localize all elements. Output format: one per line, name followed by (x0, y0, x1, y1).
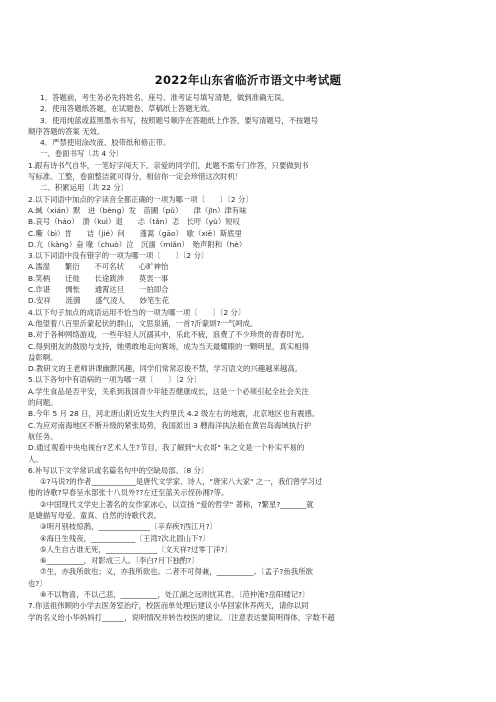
text-line: 1.跟有诗书气自华，一笔好字闯天下。亲爱的同学们，此题不需专门作答，只要做到书 (28, 160, 309, 170)
text-line: 2.以下词语中加点的字读音全都正确的一项为哪一项〔 〕〔2 分〕 (28, 194, 253, 204)
text-line: ⑥__________，对影成三人。〔李白?月下独酌?〕 (40, 556, 199, 566)
text-line: 的问题。 (28, 398, 58, 408)
text-line: A.缄（xián）默 迸（bèng）发 苗圃（pǔ） 津（jīn）津有味 (28, 205, 247, 215)
text-line: 1．答题前，考生务必先将姓名、座号、准考证号填写清楚，做到准确无误。 (40, 93, 289, 102)
text-line: 4．严禁使用涂改液、胶带纸和修正带。 (40, 138, 171, 148)
text-line: B.笑柄 迁徙 长途跋涉 莫衷一事 (28, 273, 169, 283)
text-line: 是婕描写母爱、童真、自然的诗歌代表。 (28, 510, 162, 520)
text-line: B.今年 5 月 28 日，河北唐山附近发生大约里氏 4.2 级左右的地震，北京地区也有震感。 (28, 409, 320, 419)
text-line: 顺序答题的答案 无效。 (28, 126, 105, 136)
text-line: ⑦生，亦我所欲也；义，亦我所欲也。二者不可得兼，__________。〔孟子?鱼我所欲 (40, 567, 313, 577)
text-line: 3.以下词语中没有错字的一项为哪一项〔 〕〔2 分〕 (28, 251, 209, 261)
text-line: D.教研文的王老师讲课幽默风趣，同学们常常忍俊不禁，学习语文的兴趣越来越高。 (28, 364, 303, 374)
text-line: 7.你送祖伟顾的小学去医务室治疗，校医而单处理后建议小华回家休养两天，请你以同 (28, 601, 309, 611)
text-line: D.亢（kàng）奋 喙（chuò）泣 沉湎（miǎn） 贻声附和（hè） (28, 239, 247, 249)
text-line: A.濡湿 繁衍 不可名状 心旷神怡 (28, 262, 169, 272)
text-line: C.诈谌 惆怅 通霄达旦 一拍即合 (28, 285, 169, 295)
text-line: 也?〕 (28, 578, 47, 588)
text-line: 4.以下句子加点的成语运用不恰当的一项为哪一项〔 〕〔2 分〕 (28, 307, 246, 317)
text-line: 人。 (28, 454, 43, 464)
text-line: A.学生食品是否平安，关系到我国青少年能否健康成长，这是一个必须引起全社会关注 (28, 386, 309, 396)
text-line: C.为应对南海地区不断升级的紧张局势，我国派出 3 艘海洋执法船在黄岩岛海域执行护 (28, 420, 311, 430)
text-line: 学的名义给小华妈妈打______，说明情况并转告校医的建议。〔注意表达要简明得体，字数不超 (28, 612, 335, 622)
text-line: 航任务。 (28, 431, 58, 441)
text-line: ⑤人生自古谁无死，______________〔文天祥?过零丁洋?〕 (40, 544, 232, 554)
text-line: ④海日生残夜，____________〔王湾?次北固山下?〕 (40, 533, 210, 543)
text-line: C.嘶（bì）肯 诘（jié）问 蓬蒿（gāo） 歇（xiē）斯底里 (28, 228, 242, 238)
text-line: ②中国现代文学史上著名的女作家冰心，以宣扬 "爱的哲学" 著称，?繁星?_______就 (40, 499, 314, 509)
page-title: 2022年山东省临沂市语文中考试题 (154, 73, 342, 87)
text-line: A.他望着八百里沂蒙起伏的群山，文思泉涌，一首?沂蒙颂?一气呵成。 (28, 318, 258, 328)
text-line: 写标准、工整，卷面整洁就可得分，相信你一定会珍惜这次时机！ (28, 172, 243, 182)
text-line: 2．使用答题纸答题，在试题卷、草稿纸上答题无效。 (40, 104, 215, 114)
text-line: 3．使用纯蓝或蓝黑墨水书写，按照题号顺序在答题纸上作答，要写清题号，不按题号 (40, 115, 319, 125)
text-line: ⑧不以物喜，不以己悲，__________，处江湖之远则忧其君。〔范仲淹?岳阳楼记?〕 (40, 590, 310, 600)
text-line: 一、卷面书写〔共 4 分〕 (40, 149, 124, 159)
text-line: D.通过观看中央电视台?艺术人生?节目，我了解到"大衣哥" 朱之文是一个朴实平易的 (28, 443, 305, 453)
text-line: 益彰啊。 (28, 352, 58, 362)
text-line: C.得到朋友的鼓励与支持，她勇敢地走向赛场，成为当天最耀眼的一颗明星，真实相得 (28, 341, 309, 351)
text-line: ③明月别枝惊鹊，______________〔辛弃疾?西江月?〕 (40, 522, 218, 532)
text-line: B.哀号（háo） 溃（kuì）退 忐（tǎn）忑 长吁（yù）短叹 (28, 217, 241, 227)
text-line: 他的诗歌?早春呈水部张十八员外??左迁至蓝关示侄孙湘?等。 (28, 488, 229, 498)
text-line: 二、积累运用〔共 22 分〕 (40, 183, 129, 193)
document-body (28, 92, 468, 623)
text-line: 5.以下各句中有语病的一项为哪一项〔 〕〔2 分〕 (28, 375, 201, 385)
text-line: 6.补写以下文学常识或名篇名句中的空缺局部。〔8 分〕 (28, 465, 209, 475)
text-line: D.安祥 涟漪 盛气凌人 妙笔生花 (28, 296, 170, 306)
text-line: B.对于各种网络游戏，一些年轻人沉溺其中，乐此不疲，浪费了不少珍贵的青春时光。 (28, 330, 309, 340)
text-line: ①?马说?的作者____________是唐代文学家、诗人，"唐宋八大家" 之一，我们曾学习过 (40, 477, 323, 487)
